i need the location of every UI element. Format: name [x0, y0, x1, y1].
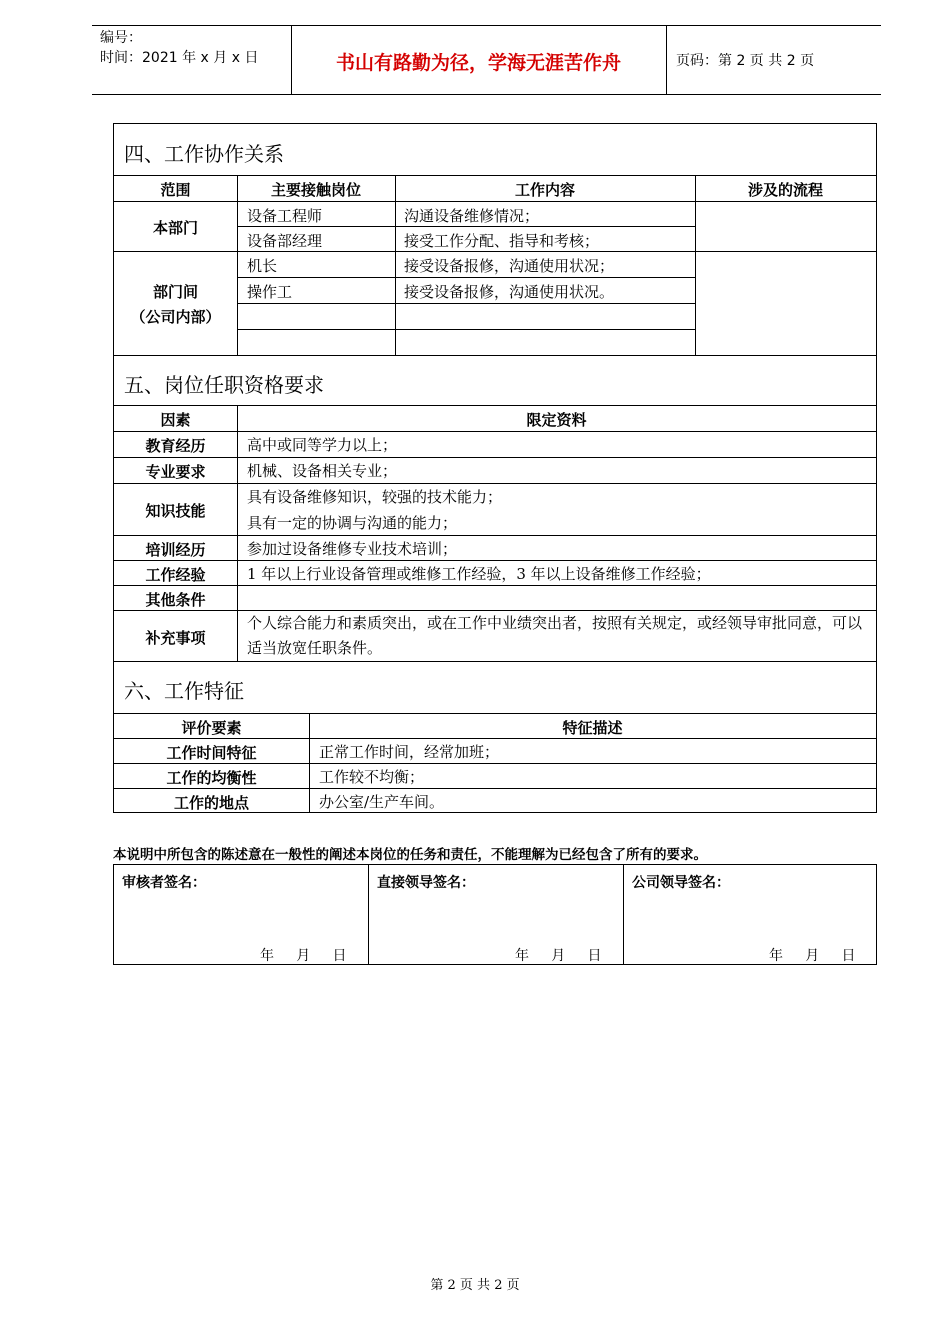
- contact-post: 机长: [247, 257, 278, 275]
- row-line: [114, 175, 876, 176]
- characteristic-factor: 工作的地点: [173, 794, 249, 812]
- company-leader-signature-label: 公司领导签名：: [632, 875, 730, 891]
- row-line: [114, 405, 876, 406]
- row-line: [114, 661, 876, 662]
- row-line: [237, 329, 695, 330]
- column-line: [395, 175, 396, 355]
- column-line: [368, 865, 369, 964]
- characteristic-factor: 工作时间特征: [166, 744, 257, 762]
- reviewer-signature-date: 年 月 日: [260, 948, 347, 964]
- section-title-qualifications: 五、岗位任职资格要求: [124, 373, 324, 397]
- row-line: [114, 560, 876, 561]
- characteristic-factor: 工作的均衡性: [166, 769, 257, 787]
- characteristic-desc: 正常工作时间，经常加班；: [319, 743, 500, 761]
- column-header-factor: 因素: [160, 411, 191, 429]
- scope-own-department: 本部门: [152, 219, 198, 237]
- requirement-training: 参加过设备维修专业技术培训；: [247, 540, 458, 558]
- page-header: [92, 25, 881, 95]
- factor-major: 专业要求: [145, 463, 206, 481]
- scope-inter-department-note: （公司内部）: [130, 308, 221, 326]
- factor-knowledge-skills: 知识技能: [145, 502, 206, 520]
- column-header-description: 特征描述: [562, 719, 623, 737]
- requirement-education: 高中或同等学力以上；: [247, 436, 398, 454]
- work-content: 接受设备报修，沟通使用状况；: [404, 257, 615, 275]
- row-line: [114, 585, 876, 586]
- row-line: [114, 431, 876, 432]
- requirement-supplement: 个人综合能力和素质突出，或在工作中业绩突出者，按照有关规定，或经领导审批同意，可以适当放宽任职条件。: [247, 614, 863, 657]
- company-leader-signature-date: 年 月 日: [769, 948, 856, 964]
- contact-post: 操作工: [247, 283, 293, 301]
- row-line: [114, 788, 876, 789]
- row-line: [114, 457, 876, 458]
- page-footer: 第 2 页 共 2 页: [430, 1278, 520, 1293]
- header-page-number: 页码：第 2 页 共 2 页: [676, 53, 815, 69]
- characteristic-desc: 工作较不均衡；: [319, 768, 425, 786]
- factor-other: 其他条件: [145, 591, 206, 609]
- column-header-process: 涉及的流程: [747, 181, 823, 199]
- reviewer-signature-label: 审核者签名：: [122, 875, 206, 891]
- factor-training: 培训经历: [145, 541, 206, 559]
- requirement-major: 机械、设备相关专业；: [247, 462, 398, 480]
- signature-box: [113, 864, 877, 965]
- contact-post: 设备部经理: [247, 232, 323, 250]
- requirement-knowledge: 具有设备维修知识，较强的技术能力；: [247, 488, 503, 506]
- column-header-requirement: 限定资料: [526, 411, 587, 429]
- column-line: [695, 175, 696, 355]
- job-description-form: [113, 123, 877, 813]
- column-header-work-content: 工作内容: [514, 181, 575, 199]
- work-content: 沟通设备维修情况；: [404, 207, 540, 225]
- column-header-contact-post: 主要接触岗位: [270, 181, 361, 199]
- header-time: 时间：2021 年 x 月 x 日: [100, 50, 259, 66]
- row-line: [237, 277, 695, 278]
- direct-leader-signature-date: 年 月 日: [515, 948, 602, 964]
- factor-education: 教育经历: [145, 437, 206, 455]
- row-line: [114, 483, 876, 484]
- requirement-experience: 1 年以上行业设备管理或维修工作经验，3 年以上设备维修工作经验；: [247, 565, 711, 583]
- disclaimer-statement: 本说明中所包含的陈述意在一般性的阐述本岗位的任务和责任，不能理解为已经包含了所有的要求。: [113, 847, 707, 863]
- row-line: [237, 303, 695, 304]
- scope-inter-department: 部门间: [152, 283, 198, 301]
- column-header-scope: 范围: [160, 181, 191, 199]
- section-title-collaboration: 四、工作协作关系: [124, 142, 284, 166]
- direct-leader-signature-label: 直接领导签名：: [377, 875, 475, 891]
- row-line: [114, 738, 876, 739]
- row-line: [114, 763, 876, 764]
- column-line: [623, 865, 624, 964]
- section-title-work-characteristics: 六、工作特征: [124, 679, 244, 703]
- header-number: 编号：: [100, 30, 142, 46]
- requirement-skills: 具有一定的协调与沟通的能力；: [247, 514, 458, 532]
- column-line: [237, 405, 238, 661]
- column-header-evaluation-factor: 评价要素: [181, 719, 242, 737]
- work-content: 接受设备报修，沟通使用状况。: [404, 283, 615, 301]
- header-meta: [100, 28, 258, 68]
- factor-supplement: 补充事项: [145, 629, 206, 647]
- header-divider: [666, 26, 667, 94]
- characteristic-desc: 办公室/生产车间。: [319, 793, 445, 811]
- factor-experience: 工作经验: [145, 566, 206, 584]
- header-motto: 书山有路勤为径，学海无涯苦作舟: [335, 52, 621, 74]
- row-line: [114, 201, 876, 202]
- row-line: [114, 251, 876, 252]
- row-line: [114, 713, 876, 714]
- row-line: [237, 226, 695, 227]
- work-content: 接受工作分配、指导和考核；: [404, 232, 600, 250]
- column-line: [237, 175, 238, 355]
- contact-post: 设备工程师: [247, 207, 323, 225]
- row-line: [114, 535, 876, 536]
- row-line: [114, 355, 876, 356]
